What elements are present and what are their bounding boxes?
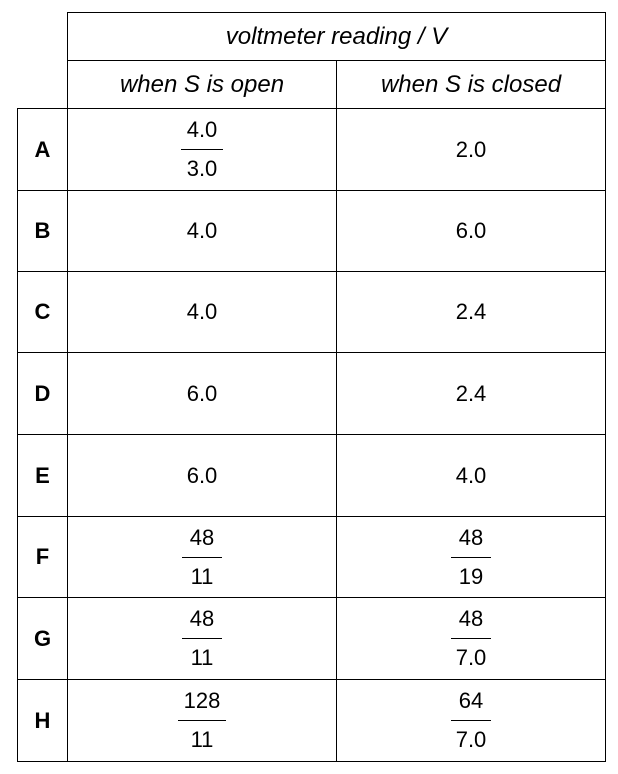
reading-value: 2.4 [455, 299, 487, 324]
fraction [181, 119, 224, 180]
row-label: C [34, 299, 51, 324]
reading-cell-closed [337, 272, 605, 352]
column-header-open: when S is open [119, 70, 285, 98]
table-border-bottom [17, 761, 606, 762]
header-voltmeter-reading: voltmeter reading / V [225, 22, 448, 50]
fraction-denominator: 11 [190, 563, 214, 589]
fraction-denominator: 7.0 [455, 727, 487, 752]
fraction-denominator: 19 [458, 563, 484, 589]
reading-cell-open [68, 109, 336, 190]
reading-cell-closed [337, 109, 605, 190]
reading-cell-closed [337, 353, 605, 434]
fraction-numerator: 64 [451, 690, 491, 721]
fraction-numerator: 48 [182, 527, 222, 558]
row-label: G [33, 625, 52, 651]
fraction-denominator: 11 [190, 645, 214, 670]
fraction [451, 608, 491, 669]
reading-cell-closed [337, 191, 605, 271]
reading-cell-closed [337, 680, 605, 761]
reading-cell-open [68, 680, 336, 761]
reading-cell-closed [337, 435, 605, 516]
reading-cell-open [68, 353, 336, 434]
fraction [182, 608, 222, 669]
reading-value: 6.0 [455, 218, 487, 243]
fraction-numerator: 128 [178, 690, 227, 721]
reading-value: 6.0 [186, 380, 218, 406]
fraction [451, 690, 491, 751]
fraction [182, 524, 222, 589]
reading-value: 4.0 [186, 218, 218, 243]
fraction-denominator: 7.0 [455, 645, 487, 670]
reading-value: 2.4 [455, 380, 487, 406]
row-label: B [34, 218, 51, 243]
row-label: H [34, 707, 51, 733]
reading-cell-open [68, 435, 336, 516]
row-label: D [34, 380, 51, 406]
fraction-numerator: 48 [451, 608, 491, 639]
row-label: E [35, 462, 50, 488]
fraction [451, 524, 491, 589]
reading-cell-closed [337, 598, 605, 679]
fraction-denominator: 3.0 [186, 156, 218, 181]
fraction [178, 690, 227, 751]
reading-value: 2.0 [455, 136, 487, 162]
reading-cell-open [68, 191, 336, 271]
row-label: A [34, 136, 51, 162]
reading-value: 6.0 [186, 462, 218, 488]
reading-value: 4.0 [186, 299, 218, 324]
fraction-numerator: 4.0 [181, 119, 224, 150]
reading-cell-open [68, 517, 336, 597]
fraction-numerator: 48 [451, 527, 491, 558]
fraction-numerator: 48 [182, 608, 222, 639]
reading-cell-open [68, 598, 336, 679]
reading-value: 4.0 [455, 462, 487, 488]
table-border-right [605, 12, 606, 762]
fraction-denominator: 11 [190, 727, 214, 752]
reading-cell-closed [337, 517, 605, 597]
column-header-closed: when S is closed [380, 70, 562, 98]
reading-cell-open [68, 272, 336, 352]
row-label: F [35, 544, 50, 569]
